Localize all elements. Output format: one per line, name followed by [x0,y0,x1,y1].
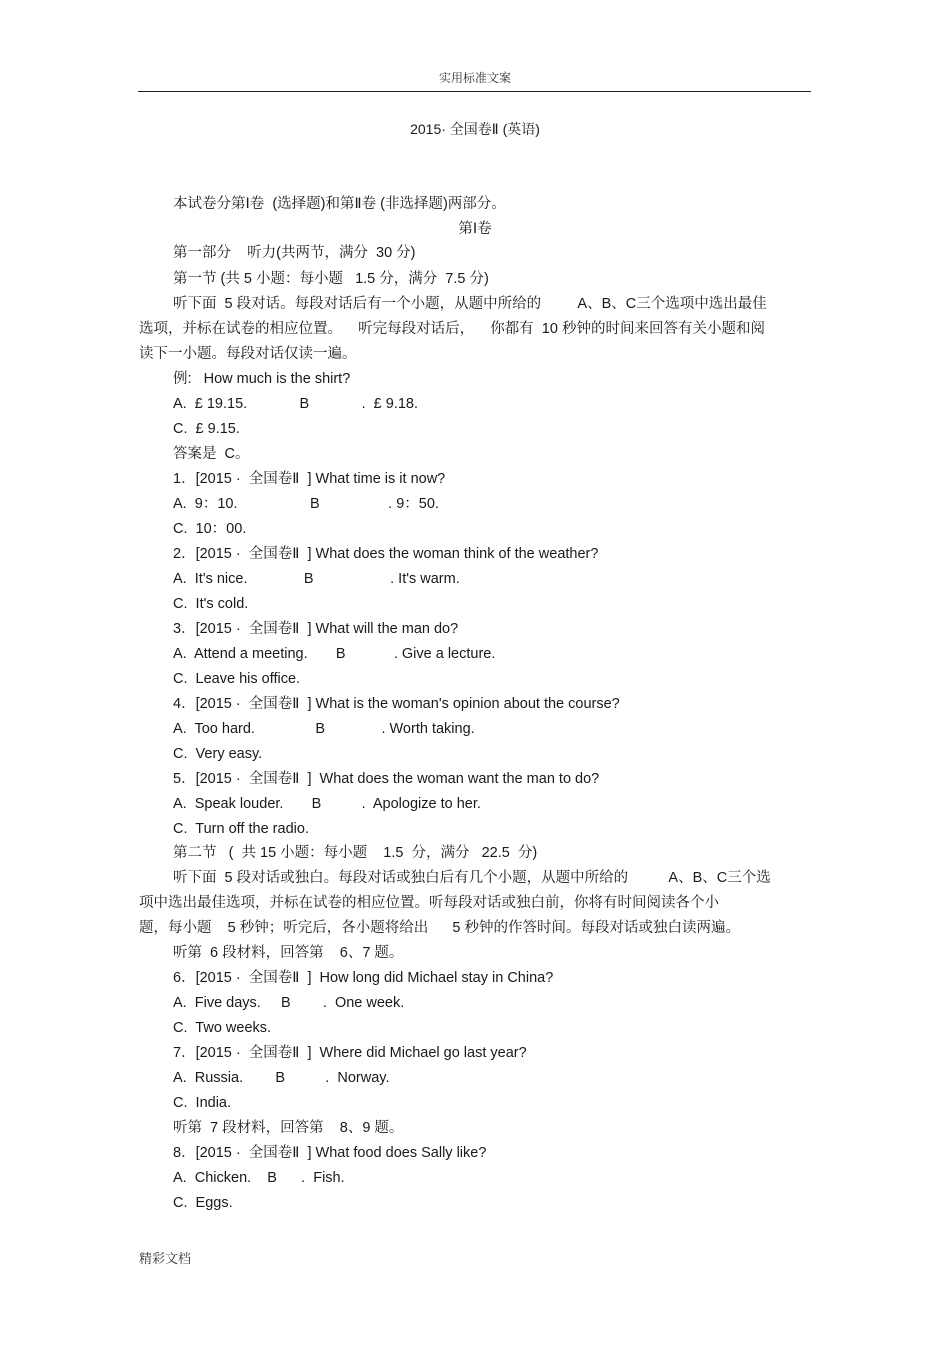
instruction-line: 题，每小题 5 秒钟；听完后，各小题将给出 5 秒钟的作答时间。每段对话或独白读两遍。 [139,920,740,936]
document-title: 2015· 全国卷Ⅱ (英语) [410,121,540,137]
answer-options: A. Five days. B . One week. [173,995,405,1011]
instruction-line: 读下一小题。每段对话仅读一遍。 [139,346,357,362]
page-footer: 精彩文档 [139,1251,192,1266]
part-heading: 第一部分 听力(共两节，满分 30 分) [173,245,416,261]
material-heading: 听第 7 段材料，回答第 8、9 题。 [173,1120,404,1136]
volume-heading: 第Ⅰ卷 [458,221,492,237]
answer-options: C. Very easy. [173,746,263,762]
answer-options: A. Chicken. B . Fish. [173,1170,345,1186]
answer-options: A. Speak louder. B . Apologize to her. [173,796,481,812]
instruction-line: 听下面 5 段对话。每段对话后有一个小题，从题中所给的 A、B、C三个选项中选出最佳 [173,296,767,312]
page-header: 实用标准文案 [438,71,511,85]
question: 2．[2015 · 全国卷Ⅱ ] What does the woman think of the weather? [173,546,599,562]
answer-options: C. Leave his office. [173,671,301,687]
answer-options: C. £ 9.15. [173,421,240,437]
answer-options: C. Eggs. [173,1195,233,1211]
answer-options: C. Two weeks. [173,1020,272,1036]
answer-options: C. Turn off the radio. [173,821,309,837]
instruction-line: 选项，并标在试卷的相应位置。 听完每段对话后， 你都有 10 秒钟的时间来回答有关小题和阅 [139,321,765,337]
question: 3．[2015 · 全国卷Ⅱ ] What will the man do? [173,621,459,637]
material-heading: 听第 6 段材料，回答第 6、7 题。 [173,945,404,961]
answer-options: C. 10：00. [173,521,247,537]
question: 7．[2015 · 全国卷Ⅱ ] Where did Michael go last year? [173,1045,527,1061]
answer-options: A. £ 19.15. B . £ 9.18. [173,396,419,412]
answer-options: A. Attend a meeting. B . Give a lecture. [173,646,496,662]
answer-options: A. 9：10. B . 9：50. [173,496,439,512]
section-heading: 第二节 ( 共 15 小题：每小题 1.5 分，满分 22.5 分) [173,845,538,861]
answer-options: C. It's cold. [173,596,249,612]
instruction-line: 项中选出最佳选项，并标在试卷的相应位置。听每段对话或独白前，你将有时间阅读各个小 [139,895,719,911]
question: 5．[2015 · 全国卷Ⅱ ] What does the woman want the man to do? [173,771,600,787]
example-answer: 答案是 C。 [173,446,250,462]
question: 1．[2015 · 全国卷Ⅱ ] What time is it now? [173,471,446,487]
answer-options: A. It's nice. B . It's warm. [173,571,460,587]
instruction-line: 听下面 5 段对话或独白。每段对话或独白后有几个小题，从题中所给的 A、B、C三个选 [173,870,771,886]
intro-paragraph: 本试卷分第Ⅰ卷 (选择题)和第Ⅱ卷 (非选择题)两部分。 [173,196,506,212]
header-divider [138,91,811,92]
answer-options: A. Too hard. B . Worth taking. [173,721,475,737]
question: 8．[2015 · 全国卷Ⅱ ] What food does Sally like? [173,1145,487,1161]
question: 6．[2015 · 全国卷Ⅱ ] How long did Michael stay in China? [173,970,554,986]
answer-options: C. India. [173,1095,232,1111]
answer-options: A. Russia. B . Norway. [173,1070,390,1086]
section-heading: 第一节 (共 5 小题：每小题 1.5 分，满分 7.5 分) [173,271,489,287]
question: 4．[2015 · 全国卷Ⅱ ] What is the woman's opinion about the course? [173,696,620,712]
example-question: 例: How much is the shirt? [173,371,351,387]
